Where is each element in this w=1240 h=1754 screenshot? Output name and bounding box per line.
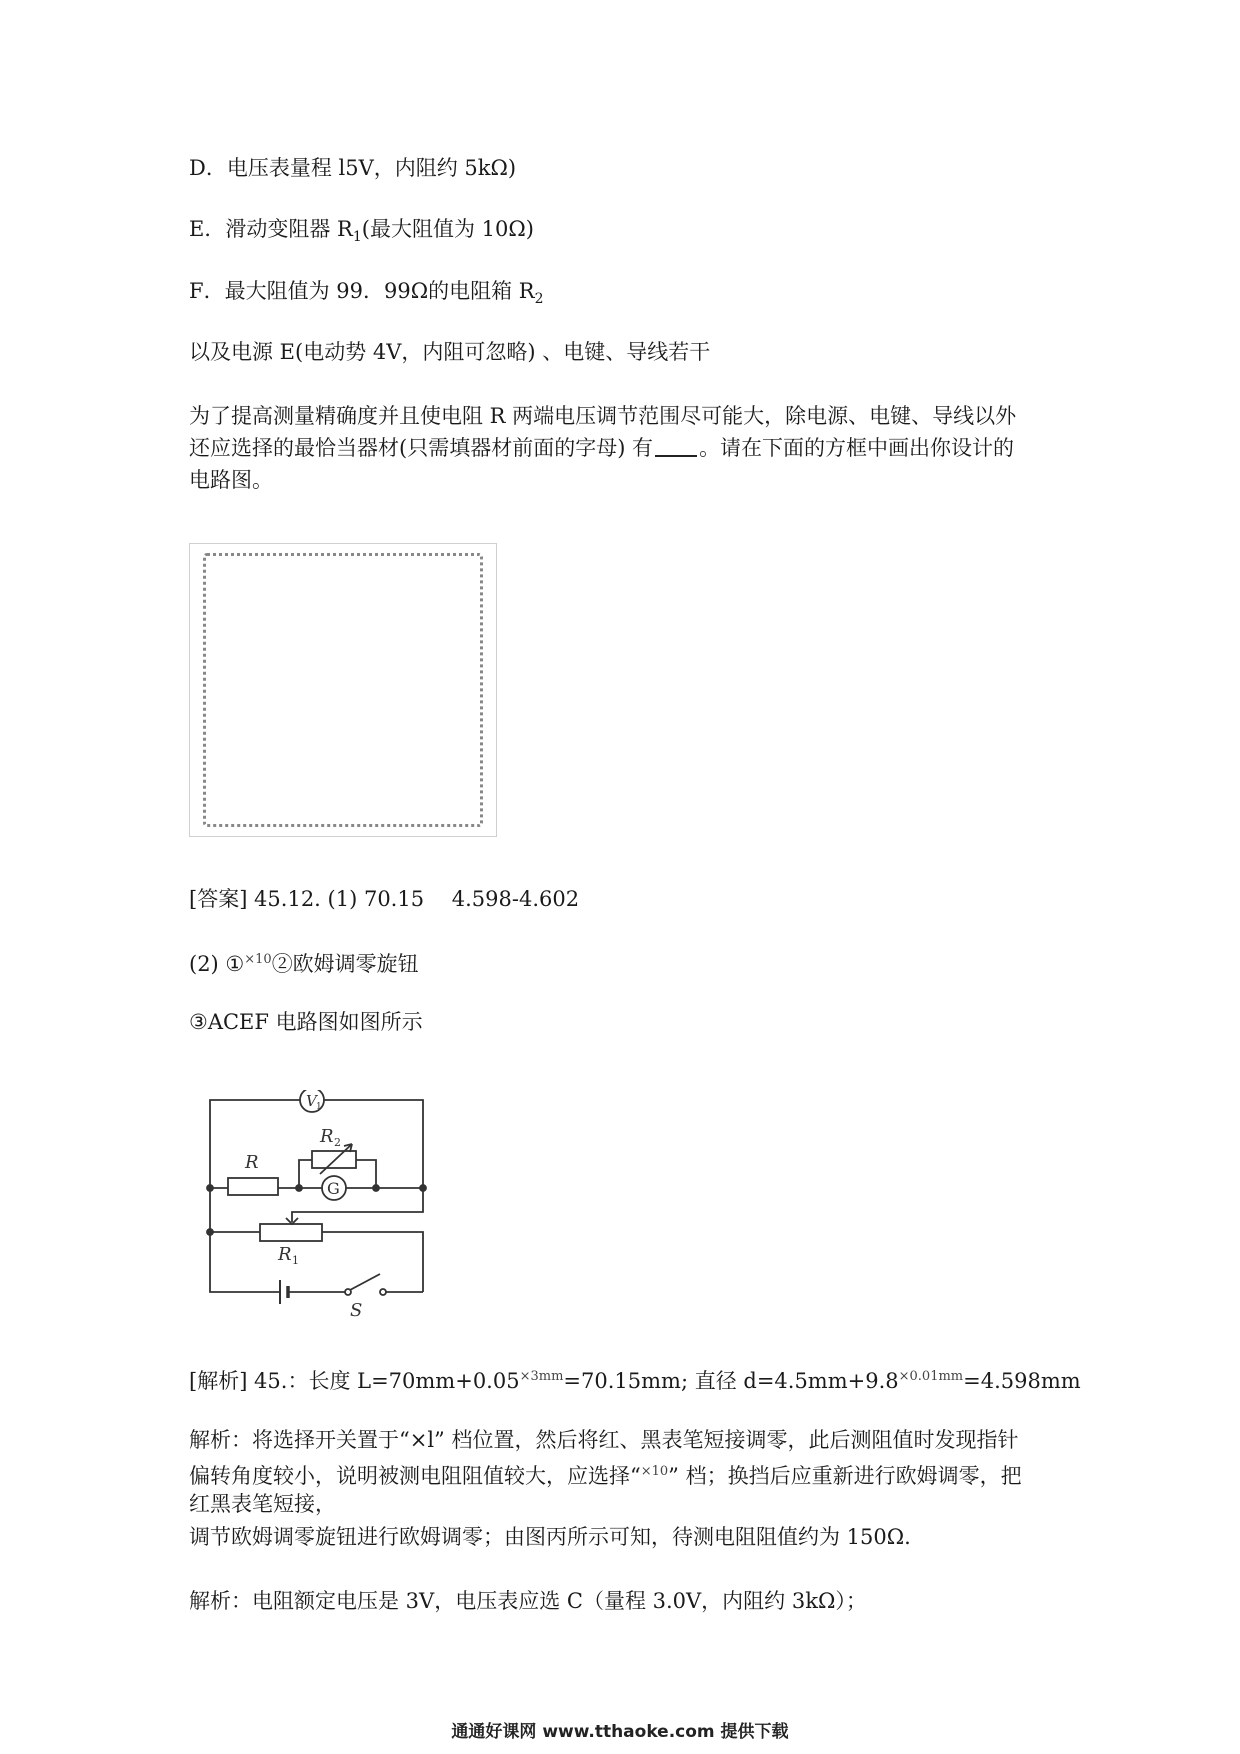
galvanometer-label: G xyxy=(327,1179,340,1198)
question-line-2 xyxy=(189,432,1014,464)
voltmeter-label: V xyxy=(306,1092,317,1110)
answer-line-2 xyxy=(189,944,419,980)
analysis-3: 解析：电阻额定电压是 3V，电压表应选 C（量程 3.0V，内阻约 3kΩ）； xyxy=(189,1589,867,1613)
question-line-3: 电路图。 xyxy=(189,468,273,492)
option-d: D．电压表量程 l5V，内阻约 5kΩ) xyxy=(189,156,517,180)
voltmeter-sub: 1 xyxy=(316,1102,322,1112)
switch-label: S xyxy=(350,1300,363,1320)
analysis-line-1-m2: ×0.01mm xyxy=(898,1369,964,1384)
answer-line-2-post: ②欧姆调零旋钮 xyxy=(271,952,419,976)
wire-top-left xyxy=(210,1100,300,1188)
analysis-line-1-b: =70.15mm; 直径 d=4.5mm+9.8 xyxy=(563,1369,899,1393)
page-footer: 通通好课网 www.tthaoke.com 提供下载 xyxy=(451,1722,789,1742)
wire-rheostat-right xyxy=(322,1232,423,1292)
option-e-post: (最大阻值为 10Ω) xyxy=(361,217,534,241)
rheostat-r1-label: R xyxy=(278,1244,292,1265)
option-f xyxy=(189,275,544,315)
analysis-2-line-2-mark: ×10 xyxy=(640,1464,669,1479)
option-f-pre: F．最大阻值为 99．99Ω的电阻箱 R xyxy=(189,279,535,303)
answer-line-2-mark: ×10 xyxy=(244,952,272,967)
wire-r2-right xyxy=(356,1160,376,1188)
rheostat-r1 xyxy=(260,1224,322,1241)
analysis-line-1-c: =4.598mm xyxy=(963,1369,1081,1393)
resistor-box-r2-label: R xyxy=(320,1126,334,1147)
question-line-2-post: 。请在下面的方框中画出你设计的 xyxy=(699,436,1015,460)
switch-contact-right xyxy=(380,1289,386,1295)
option-e xyxy=(189,213,534,253)
answer-blank xyxy=(655,433,697,457)
analysis-line-1-m1: ×3mm xyxy=(519,1369,564,1384)
dotted-frame xyxy=(203,553,483,827)
resistor-box-r2-sub: 2 xyxy=(334,1136,341,1149)
power-supply-line: 以及电源 E(电动势 4V，内阻可忽略) 、电键、导线若干 xyxy=(189,340,711,364)
answer-line-1: [答案] 45.12. (1) 70.15 4.598-4.602 xyxy=(189,887,580,911)
question-line-2-pre: 还应选择的最恰当器材(只需填器材前面的字母) 有 xyxy=(189,436,654,460)
resistor-r xyxy=(228,1178,278,1195)
analysis-line-1-a: [解析] 45.：长度 L=70mm+0.05 xyxy=(189,1369,520,1393)
analysis-line-1 xyxy=(189,1361,1081,1397)
option-e-sub: 1 xyxy=(352,229,362,246)
circuit-diagram xyxy=(200,1090,460,1320)
analysis-2-line-2-pre: 偏转角度较小，说明被测电阻阻值较大，应选择“ xyxy=(189,1464,641,1488)
analysis-2-line-2 xyxy=(189,1456,1022,1492)
analysis-2-line-3: 红黑表笔短接， xyxy=(189,1492,336,1516)
question-line-1: 为了提高测量精确度并且使电阻 R 两端电压调节范围尽可能大，除电源、电键、导线以外 xyxy=(189,404,1017,428)
wire-r2-left xyxy=(299,1160,312,1188)
resistor-r-label: R xyxy=(245,1152,259,1173)
answer-line-3: ③ACEF 电路图如图所示 xyxy=(189,1010,423,1034)
wire-slider xyxy=(292,1188,423,1222)
circuit-drawing-box xyxy=(189,543,497,837)
analysis-2-line-4: 调节欧姆调零旋钮进行欧姆调零；由图丙所示可知，待测电阻阻值约为 150Ω. xyxy=(189,1525,911,1549)
switch-blade xyxy=(350,1274,380,1290)
node-right xyxy=(373,1185,379,1191)
option-f-sub: 2 xyxy=(534,291,544,308)
option-e-pre: E．滑动变阻器 R xyxy=(189,217,353,241)
answer-line-2-pre: (2) ① xyxy=(189,952,245,976)
rheostat-r1-sub: 1 xyxy=(292,1254,299,1267)
resistor-box-r2 xyxy=(312,1151,356,1168)
analysis-2-line-1: 解析：将选择开关置于“×l” 档位置，然后将红、黑表笔短接调零，此后测阻值时发现指针 xyxy=(189,1428,1019,1452)
analysis-2-line-2-post: ” 档；换挡后应重新进行欧姆调零，把 xyxy=(668,1464,1022,1488)
